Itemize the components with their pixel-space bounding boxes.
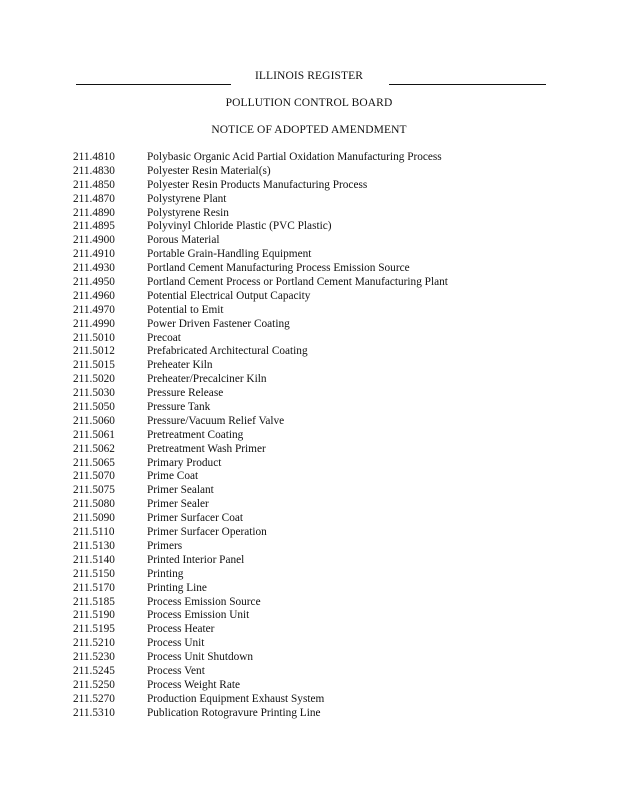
list-item (0, 707, 618, 721)
defined-term: Pressure Release (147, 387, 224, 400)
section-number: 211.5060 (73, 414, 115, 427)
list-item (0, 609, 618, 623)
header-rule-left (76, 84, 231, 85)
section-number: 211.5010 (73, 331, 115, 344)
defined-term: Printing Line (147, 581, 207, 594)
list-item (0, 526, 618, 540)
defined-term: Preheater Kiln (147, 359, 213, 372)
section-number: 211.5061 (73, 428, 115, 441)
defined-term: Polybasic Organic Acid Partial Oxidation Manufacturing Process (147, 151, 442, 163)
list-item (0, 345, 618, 359)
list-item (0, 470, 618, 484)
list-item (0, 248, 618, 262)
section-number: 211.5195 (73, 623, 115, 636)
list-item (0, 540, 618, 554)
list-item (0, 679, 618, 693)
list-item (0, 220, 618, 234)
section-number: 211.5070 (73, 470, 115, 483)
list-item (0, 484, 618, 498)
defined-term: Pretreatment Coating (147, 428, 244, 441)
defined-term: Process Weight Rate (147, 678, 241, 691)
section-number: 211.5170 (73, 581, 115, 594)
section-number: 211.5065 (73, 456, 115, 469)
section-number: 211.5230 (73, 651, 115, 664)
list-item (0, 179, 618, 193)
section-number: 211.5090 (73, 512, 115, 525)
defined-term: Potential Electrical Output Capacity (147, 289, 311, 302)
list-item (0, 151, 618, 165)
defined-term: Precoat (147, 331, 181, 344)
defined-term: Pretreatment Wash Primer (147, 442, 266, 455)
section-number: 211.5075 (73, 484, 115, 497)
section-number: 211.4870 (73, 192, 115, 205)
board-title: POLLUTION CONTROL BOARD (225, 97, 393, 109)
list-item (0, 359, 618, 373)
defined-term: Preheater/Precalciner Kiln (147, 373, 267, 386)
list-item (0, 512, 618, 526)
defined-term: Primer Sealant (147, 484, 214, 497)
list-item (0, 582, 618, 596)
defined-term: Publication Rotogravure Printing Line (147, 706, 321, 719)
list-item (0, 262, 618, 276)
section-number: 211.5015 (73, 359, 115, 372)
defined-term: Porous Material (147, 234, 220, 247)
section-number: 211.5050 (73, 401, 115, 414)
list-item (0, 651, 618, 665)
defined-term: Polyester Resin Material(s) (147, 164, 271, 177)
section-number: 211.4950 (73, 276, 115, 289)
defined-term: Process Unit Shutdown (147, 651, 254, 664)
list-item (0, 554, 618, 568)
list-item (0, 332, 618, 346)
section-number: 211.5250 (73, 678, 115, 691)
defined-term: Power Driven Fastener Coating (147, 317, 290, 330)
defined-term: Pressure/Vacuum Relief Valve (147, 414, 285, 427)
section-number: 211.4910 (73, 248, 115, 261)
section-number: 211.5245 (73, 664, 115, 677)
section-number: 211.5110 (73, 526, 115, 539)
defined-term: Process Vent (147, 664, 205, 677)
list-item (0, 234, 618, 248)
defined-term: Primer Sealer (147, 498, 209, 511)
list-item (0, 596, 618, 610)
defined-term: Polystyrene Plant (147, 192, 227, 205)
list-item (0, 623, 618, 637)
section-number: 211.4890 (73, 206, 115, 219)
list-item (0, 693, 618, 707)
list-item (0, 637, 618, 651)
notice-title: NOTICE OF ADOPTED AMENDMENT (211, 124, 407, 136)
list-item (0, 415, 618, 429)
section-number: 211.5310 (73, 706, 115, 719)
list-item (0, 401, 618, 415)
list-item (0, 429, 618, 443)
defined-term: Primers (147, 539, 183, 552)
register-title: ILLINOIS REGISTER (254, 70, 364, 82)
defined-term: Potential to Emit (147, 303, 224, 316)
list-item (0, 568, 618, 582)
section-number: 211.4810 (73, 151, 115, 163)
defined-term: Prefabricated Architectural Coating (147, 345, 308, 358)
list-item (0, 193, 618, 207)
section-number: 211.4895 (73, 220, 115, 233)
list-item (0, 276, 618, 290)
section-number: 211.5062 (73, 442, 115, 455)
section-number: 211.5020 (73, 373, 115, 386)
defined-term: Portable Grain-Handling Equipment (147, 248, 312, 261)
defined-term: Polyester Resin Products Manufacturing Process (147, 178, 368, 191)
section-number: 211.5012 (73, 345, 115, 358)
section-list (0, 151, 618, 721)
defined-term: Prime Coat (147, 470, 199, 483)
defined-term: Polyvinyl Chloride Plastic (PVC Plastic) (147, 220, 332, 233)
defined-term: Portland Cement Manufacturing Process Emission Source (147, 262, 410, 275)
list-item (0, 665, 618, 679)
list-item (0, 318, 618, 332)
list-item (0, 457, 618, 471)
section-number: 211.5270 (73, 692, 115, 705)
defined-term: Process Heater (147, 623, 215, 636)
defined-term: Primer Surfacer Operation (147, 526, 267, 539)
defined-term: Primer Surfacer Coat (147, 512, 243, 525)
defined-term: Printing (147, 567, 184, 580)
section-number: 211.4970 (73, 303, 115, 316)
list-item (0, 207, 618, 221)
defined-term: Process Unit (147, 637, 205, 650)
defined-term: Printed Interior Panel (147, 553, 245, 566)
list-item (0, 165, 618, 179)
list-item (0, 304, 618, 318)
section-number: 211.4960 (73, 289, 115, 302)
section-number: 211.4830 (73, 164, 115, 177)
defined-term: Primary Product (147, 456, 222, 469)
header-rule-right (389, 84, 546, 85)
section-number: 211.4850 (73, 178, 115, 191)
section-number: 211.4900 (73, 234, 115, 247)
defined-term: Process Emission Unit (147, 609, 250, 622)
defined-term: Portland Cement Process or Portland Cement Manufacturing Plant (147, 276, 448, 289)
section-number: 211.5210 (73, 637, 115, 650)
defined-term: Production Equipment Exhaust System (147, 692, 325, 705)
section-number: 211.5130 (73, 539, 115, 552)
list-item (0, 443, 618, 457)
defined-term: Pressure Tank (147, 401, 211, 414)
section-number: 211.5150 (73, 567, 115, 580)
section-number: 211.5140 (73, 553, 115, 566)
list-item (0, 373, 618, 387)
section-number: 211.5185 (73, 595, 115, 608)
defined-term: Polystyrene Resin (147, 206, 229, 219)
list-item (0, 387, 618, 401)
section-number: 211.5030 (73, 387, 115, 400)
list-item (0, 498, 618, 512)
list-item (0, 290, 618, 304)
section-number: 211.5190 (73, 609, 115, 622)
section-number: 211.4990 (73, 317, 115, 330)
defined-term: Process Emission Source (147, 595, 261, 608)
section-number: 211.5080 (73, 498, 115, 511)
section-number: 211.4930 (73, 262, 115, 275)
